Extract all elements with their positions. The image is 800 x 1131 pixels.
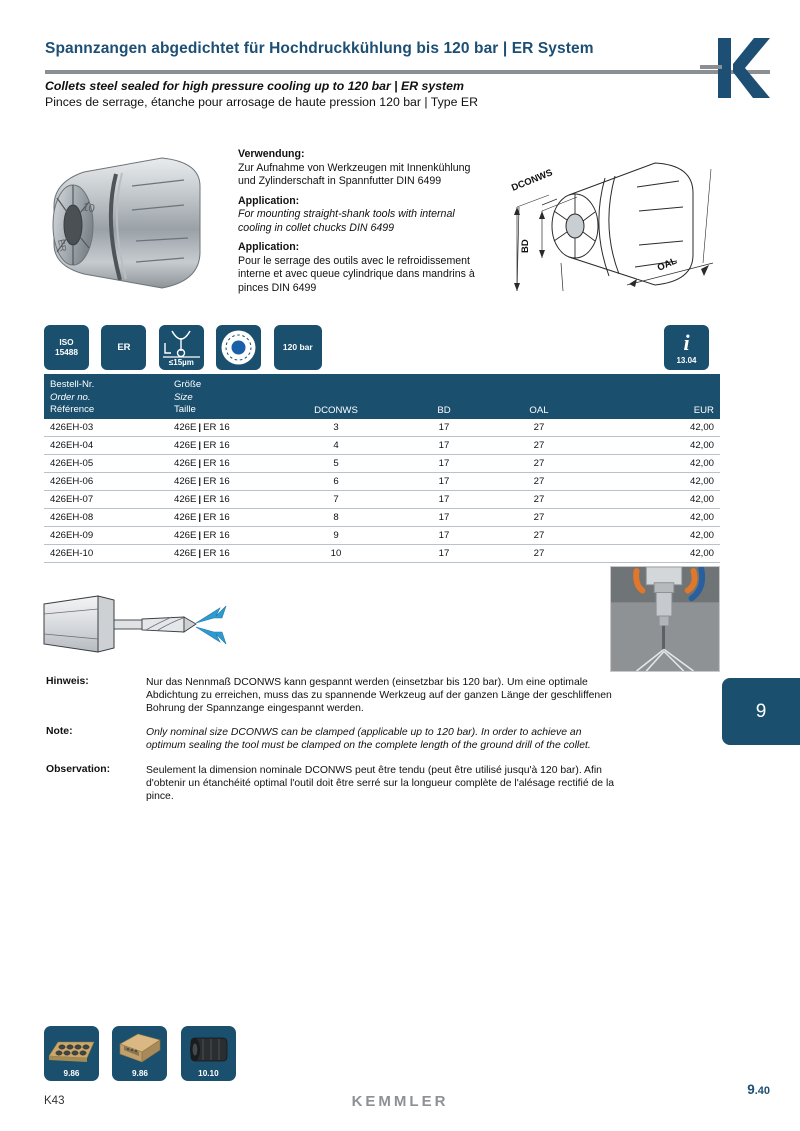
subtitle-french: Pinces de serrage, étanche pour arrosage de haute pression 120 bar | Type ER (45, 95, 478, 109)
cell-size-b: ER 16 (203, 530, 230, 541)
cell-eur: 42,00 (689, 422, 714, 433)
iso-badge (44, 325, 89, 370)
cell-dconws: 4 (333, 440, 339, 451)
cell-oal: 27 (533, 512, 545, 523)
col-header-oal: OAL (529, 405, 549, 416)
cell-size-b: ER 16 (203, 440, 230, 451)
cell-oal: 27 (533, 530, 545, 541)
accessory-row (44, 1026, 245, 1084)
runout-badge (159, 325, 204, 370)
cell-order: 426EH-09 (50, 530, 94, 541)
description-block (238, 148, 488, 301)
dim-label-dconws: DCONWS (510, 167, 555, 194)
cell-order: 426EH-07 (50, 494, 94, 505)
col-header-bd: BD (437, 405, 451, 416)
spec-badge-row (44, 325, 330, 370)
cell-size-b: ER 16 (203, 458, 230, 469)
table-header-row (44, 374, 720, 419)
cell-order: 426EH-04 (50, 440, 94, 451)
description-text-de: Zur Aufnahme von Werkzeugen mit Innenkühlung und Zylinderschaft in Spannfutter DIN 6499 (238, 161, 471, 188)
cell-dconws: 6 (333, 476, 339, 487)
cell-eur: 42,00 (689, 494, 714, 505)
table-row[interactable] (44, 437, 720, 455)
cell-size: 426E | ER 16 (174, 458, 230, 469)
cell-dconws: 8 (333, 512, 339, 523)
cell-size-a: 426E (174, 440, 197, 451)
note-block (46, 676, 621, 715)
col-header-order: Bestell-Nr. Order no. Référence (50, 379, 95, 416)
cell-size-b: ER 16 (203, 422, 230, 433)
cell-bd: 17 (438, 512, 450, 523)
cell-size: 426E | ER 16 (174, 530, 230, 541)
cell-size-b: ER 16 (203, 548, 230, 559)
wooden-case-icon (112, 1028, 167, 1068)
cell-size-a: 426E (174, 530, 197, 541)
cell-eur: 42,00 (689, 530, 714, 541)
accessory-page-2: 9.86 (131, 1069, 148, 1078)
iso-badge-line1: ISO (59, 337, 74, 347)
runout-badge-value: ≤15µm (168, 358, 194, 367)
cell-size: 426E | ER 16 (174, 422, 230, 433)
info-icon: i (683, 330, 690, 355)
cell-size-b: ER 16 (203, 476, 230, 487)
cell-order: 426EH-08 (50, 512, 94, 523)
table-row[interactable] (44, 491, 720, 509)
description-text-fr: Pour le serrage des outils avec le refroidissement interne et avec queue cylindrique dans mandrins à pinces DIN 6499 (238, 254, 475, 294)
info-badge-page: 13.04 (676, 356, 697, 365)
cell-size-a: 426E (174, 476, 197, 487)
note-text: Nur das Nennmaß DCONWS kann gespannt werden (einsetzbar bis 120 bar). Um eine optimale Abdichtung zu erreichen, muss das zu spannende Werkzeug auf der ganzen Länge der geschliffenen Bohrung der Spannzange eingespannt werden. (146, 677, 612, 715)
svg-text:ER: ER (56, 238, 69, 253)
collet-set-tray-icon (44, 1028, 99, 1068)
cell-oal: 27 (533, 440, 545, 451)
cell-size-a: 426E (174, 548, 197, 559)
cell-dconws: 3 (333, 422, 339, 433)
page-header (0, 0, 800, 125)
dim-label-oal: OAL (655, 255, 679, 274)
page-number-main: 9 (747, 1082, 755, 1097)
page-number-sub: .40 (754, 1085, 770, 1097)
dim-label-bd: BD (520, 239, 531, 253)
cell-size-a: 426E (174, 494, 197, 505)
header-divider (45, 70, 770, 74)
cell-eur: 42,00 (689, 440, 714, 451)
technical-drawing (487, 145, 742, 305)
cell-eur: 42,00 (689, 512, 714, 523)
footer-code: K43 (44, 1095, 65, 1107)
description-label-fr: Application: (238, 241, 300, 254)
table-body (44, 419, 720, 563)
chapter-tab[interactable]: 9 (722, 678, 800, 745)
cell-size: 426E | ER 16 (174, 476, 230, 487)
cell-size-a: 426E (174, 512, 197, 523)
cell-size: 426E | ER 16 (174, 548, 230, 559)
machining-photo (610, 566, 720, 672)
note-label: Observation: (46, 763, 111, 775)
note-text: Only nominal size DCONWS can be clamped (applicable up to 120 bar). In order to achieve an optimum sealing the tool must be clamped on the complete length of the ground drill of the collet. (146, 727, 591, 752)
cell-order: 426EH-05 (50, 458, 94, 469)
clamping-nut-icon (181, 1028, 236, 1068)
cell-dconws: 9 (333, 530, 339, 541)
accessory-clamping-nut[interactable] (181, 1026, 236, 1081)
info-badge[interactable] (664, 325, 709, 370)
cell-size: 426E | ER 16 (174, 494, 230, 505)
footer-brand: KEMMLER (351, 1093, 449, 1110)
note-block (46, 726, 621, 752)
cell-oal: 27 (533, 458, 545, 469)
cell-oal: 27 (533, 476, 545, 487)
iso-badge-line2: 15488 (54, 347, 79, 358)
table-row[interactable] (44, 527, 720, 545)
cell-oal: 27 (533, 548, 545, 559)
cell-size-b: ER 16 (203, 512, 230, 523)
pressure-badge-label: 120 bar (282, 342, 313, 352)
note-block (46, 764, 621, 803)
er-badge (101, 325, 146, 370)
cell-size-a: 426E (174, 422, 197, 433)
table-row[interactable] (44, 545, 720, 563)
col-header-size: Größe Size Taille (174, 379, 202, 416)
cell-order: 426EH-10 (50, 548, 94, 559)
cell-bd: 17 (438, 548, 450, 559)
note-label: Hinweis: (46, 676, 89, 687)
cell-dconws: 5 (333, 458, 339, 469)
description-label-de: Verwendung: (238, 148, 305, 160)
cell-size-a: 426E (174, 458, 197, 469)
kemmler-logo-icon (700, 32, 772, 104)
svg-text:10: 10 (81, 201, 96, 216)
accessory-page-3: 10.10 (198, 1069, 219, 1078)
cell-size: 426E | ER 16 (174, 512, 230, 523)
subtitle-english: Collets steel sealed for high pressure cooling up to 120 bar | ER system (45, 79, 464, 93)
cell-oal: 27 (533, 422, 545, 433)
cell-dconws: 7 (333, 494, 339, 505)
drill-coolant-illustration (36, 582, 256, 667)
table-row[interactable] (44, 419, 720, 437)
cell-size: 426E | ER 16 (174, 440, 230, 451)
col-header-eur: EUR (693, 405, 714, 416)
collet-section-badge (216, 325, 261, 370)
notes-section (46, 676, 621, 814)
cell-size-b: ER 16 (203, 494, 230, 505)
cell-order: 426EH-03 (50, 422, 94, 433)
table-row[interactable] (44, 455, 720, 473)
cell-bd: 17 (438, 440, 450, 451)
description-text-en: For mounting straight-shank tools with internal cooling in collet chucks DIN 6499 (238, 208, 455, 234)
note-text: Seulement la dimension nominale DCONWS peut être tendu (peut être utilisé jusqu'à 120 bar). Afin d'obtenir un étanchéité optimal l'outil doit être serré sur la longueur complète de l'alésage rectifié de la pince. (146, 764, 615, 802)
cell-eur: 42,00 (689, 458, 714, 469)
cell-eur: 42,00 (689, 476, 714, 487)
cell-oal: 27 (533, 494, 545, 505)
table-row[interactable] (44, 509, 720, 527)
accessory-page-1: 9.86 (63, 1069, 80, 1078)
cell-bd: 17 (438, 476, 450, 487)
table-row[interactable] (44, 473, 720, 491)
accessory-wooden-case[interactable] (112, 1026, 167, 1081)
product-photo-collet (32, 148, 222, 298)
note-label: Note: (46, 726, 73, 738)
description-label-en: Application: (238, 194, 300, 207)
cell-order: 426EH-06 (50, 476, 94, 487)
col-header-dconws: DCONWS (314, 405, 358, 416)
collet-cross-section-icon (216, 325, 261, 370)
product-table (44, 374, 720, 563)
cell-bd: 17 (438, 422, 450, 433)
cell-bd: 17 (438, 494, 450, 505)
cell-eur: 42,00 (689, 548, 714, 559)
footer-page-number (747, 1082, 770, 1097)
cell-bd: 17 (438, 530, 450, 541)
page-title: Spannzangen abgedichtet für Hochdruckkühlung bis 120 bar | ER System (45, 40, 594, 57)
er-badge-label: ER (117, 342, 131, 353)
accessory-collet-set-tray[interactable] (44, 1026, 99, 1081)
pressure-badge (274, 325, 322, 370)
cell-dconws: 10 (330, 548, 342, 559)
cell-bd: 17 (438, 458, 450, 469)
